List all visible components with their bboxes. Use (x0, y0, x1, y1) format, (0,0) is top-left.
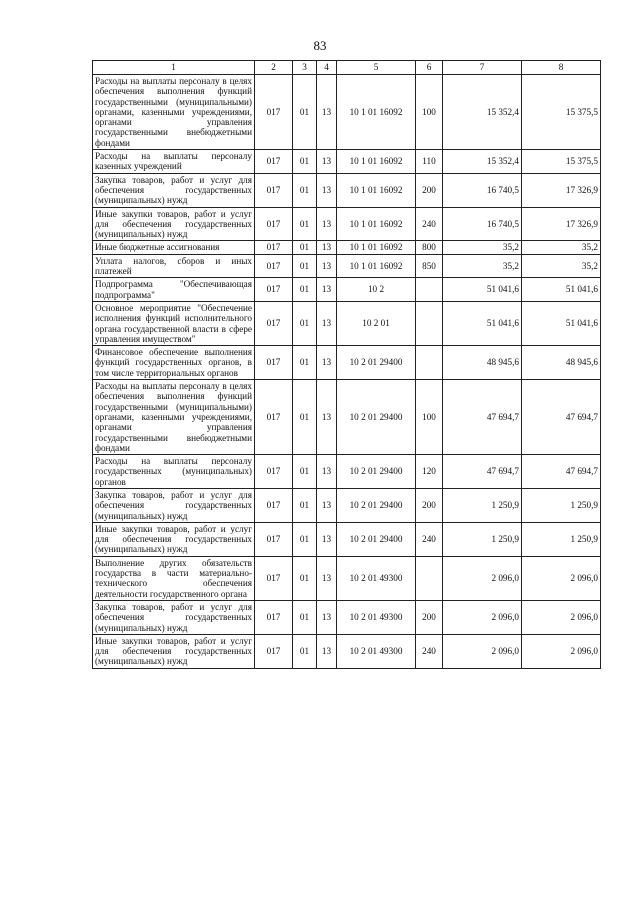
row-section-code: 01 (293, 488, 317, 522)
row-expense-type-code (416, 556, 443, 600)
row-description: Уплата налогов, сборов и иных платежей (93, 254, 255, 278)
table-row (93, 241, 601, 254)
row-section-code: 01 (293, 150, 317, 174)
row-section-code: 01 (293, 600, 317, 634)
row-description: Финансовое обеспечение выполнения функций государственных органов, в том числе территориальных органов (93, 346, 255, 380)
row-amount-1: 16 740,5 (443, 173, 522, 207)
row-amount-1: 15 352,4 (443, 150, 522, 174)
row-target-article-code: 10 1 01 16092 (337, 150, 416, 174)
row-subsection-code: 13 (317, 522, 337, 556)
row-subsection-code: 13 (317, 278, 337, 302)
table-row (93, 207, 601, 241)
table-row (93, 346, 601, 380)
row-expense-type-code: 100 (416, 380, 443, 455)
row-description: Выполнение других обязательств государства в части материально-технического обеспечения деятельности государственного органа (93, 556, 255, 600)
row-ministry-code: 017 (255, 207, 293, 241)
row-expense-type-code: 850 (416, 254, 443, 278)
row-target-article-code: 10 2 01 49300 (337, 556, 416, 600)
row-target-article-code: 10 2 01 (337, 301, 416, 345)
row-amount-2: 47 694,7 (522, 455, 601, 489)
row-expense-type-code: 110 (416, 150, 443, 174)
row-target-article-code: 10 1 01 16092 (337, 207, 416, 241)
row-ministry-code: 017 (255, 346, 293, 380)
row-amount-2: 2 096,0 (522, 634, 601, 668)
row-subsection-code: 13 (317, 488, 337, 522)
row-amount-1: 1 250,9 (443, 522, 522, 556)
row-subsection-code: 13 (317, 301, 337, 345)
row-description: Закупка товаров, работ и услуг для обеспечения государственных (муниципальных) нужд (93, 600, 255, 634)
row-description: Подпрограмма "Обеспечивающая подпрограмма" (93, 278, 255, 302)
table-row (93, 75, 601, 150)
row-subsection-code: 13 (317, 556, 337, 600)
row-ministry-code: 017 (255, 301, 293, 345)
row-target-article-code: 10 1 01 16092 (337, 241, 416, 254)
row-amount-2: 1 250,9 (522, 488, 601, 522)
row-description: Иные закупки товаров, работ и услуг для обеспечения государственных (муниципальных) нужд (93, 634, 255, 668)
row-subsection-code: 13 (317, 241, 337, 254)
row-ministry-code: 017 (255, 634, 293, 668)
row-amount-1: 16 740,5 (443, 207, 522, 241)
row-amount-2: 2 096,0 (522, 600, 601, 634)
row-ministry-code: 017 (255, 150, 293, 174)
row-amount-1: 15 352,4 (443, 75, 522, 150)
row-target-article-code: 10 2 01 29400 (337, 455, 416, 489)
row-amount-2: 35,2 (522, 241, 601, 254)
row-amount-2: 47 694,7 (522, 380, 601, 455)
row-subsection-code: 13 (317, 173, 337, 207)
row-description: Иные закупки товаров, работ и услуг для обеспечения государственных (муниципальных) нужд (93, 207, 255, 241)
row-ministry-code: 017 (255, 254, 293, 278)
row-description: Расходы на выплаты персоналу казенных учреждений (93, 150, 255, 174)
header-col-2: 2 (255, 61, 293, 75)
table-row (93, 254, 601, 278)
row-amount-2: 17 326,9 (522, 173, 601, 207)
table-row (93, 173, 601, 207)
row-expense-type-code (416, 278, 443, 302)
row-description: Иные закупки товаров, работ и услуг для обеспечения государственных (муниципальных) нужд (93, 522, 255, 556)
row-ministry-code: 017 (255, 600, 293, 634)
row-target-article-code: 10 2 01 49300 (337, 634, 416, 668)
row-amount-1: 47 694,7 (443, 380, 522, 455)
row-subsection-code: 13 (317, 254, 337, 278)
row-expense-type-code (416, 346, 443, 380)
row-expense-type-code: 100 (416, 75, 443, 150)
row-section-code: 01 (293, 522, 317, 556)
row-amount-2: 51 041,6 (522, 301, 601, 345)
row-amount-1: 51 041,6 (443, 278, 522, 302)
row-target-article-code: 10 2 01 29400 (337, 488, 416, 522)
row-target-article-code: 10 2 01 49300 (337, 600, 416, 634)
row-expense-type-code (416, 301, 443, 345)
row-amount-2: 51 041,6 (522, 278, 601, 302)
row-description: Закупка товаров, работ и услуг для обеспечения государственных (муниципальных) нужд (93, 173, 255, 207)
table-row (93, 488, 601, 522)
header-col-8: 8 (522, 61, 601, 75)
row-expense-type-code: 200 (416, 173, 443, 207)
row-section-code: 01 (293, 241, 317, 254)
row-amount-2: 2 096,0 (522, 556, 601, 600)
row-target-article-code: 10 1 01 16092 (337, 75, 416, 150)
row-subsection-code: 13 (317, 346, 337, 380)
header-col-6: 6 (416, 61, 443, 75)
table-row (93, 150, 601, 174)
row-amount-1: 48 945,6 (443, 346, 522, 380)
header-col-1: 1 (93, 61, 255, 75)
header-col-3: 3 (293, 61, 317, 75)
row-target-article-code: 10 2 01 29400 (337, 380, 416, 455)
row-expense-type-code: 240 (416, 522, 443, 556)
table-row (93, 634, 601, 668)
row-subsection-code: 13 (317, 380, 337, 455)
table-row (93, 455, 601, 489)
row-amount-1: 47 694,7 (443, 455, 522, 489)
budget-table (92, 60, 601, 669)
row-ministry-code: 017 (255, 75, 293, 150)
row-target-article-code: 10 1 01 16092 (337, 254, 416, 278)
row-amount-2: 48 945,6 (522, 346, 601, 380)
row-amount-2: 15 375,5 (522, 75, 601, 150)
table-row (93, 301, 601, 345)
row-amount-2: 17 326,9 (522, 207, 601, 241)
row-description: Закупка товаров, работ и услуг для обеспечения государственных (муниципальных) нужд (93, 488, 255, 522)
row-expense-type-code: 200 (416, 600, 443, 634)
row-ministry-code: 017 (255, 241, 293, 254)
row-ministry-code: 017 (255, 455, 293, 489)
row-section-code: 01 (293, 75, 317, 150)
row-subsection-code: 13 (317, 150, 337, 174)
row-subsection-code: 13 (317, 75, 337, 150)
row-section-code: 01 (293, 634, 317, 668)
row-section-code: 01 (293, 254, 317, 278)
row-subsection-code: 13 (317, 634, 337, 668)
row-amount-1: 1 250,9 (443, 488, 522, 522)
header-col-5: 5 (337, 61, 416, 75)
table-row (93, 600, 601, 634)
row-expense-type-code: 240 (416, 634, 443, 668)
row-amount-1: 2 096,0 (443, 634, 522, 668)
row-section-code: 01 (293, 556, 317, 600)
header-col-7: 7 (443, 61, 522, 75)
row-amount-2: 1 250,9 (522, 522, 601, 556)
table-row (93, 278, 601, 302)
row-ministry-code: 017 (255, 278, 293, 302)
table-header-row (93, 61, 601, 75)
row-section-code: 01 (293, 455, 317, 489)
header-col-4: 4 (317, 61, 337, 75)
row-subsection-code: 13 (317, 455, 337, 489)
table-row (93, 380, 601, 455)
row-amount-2: 35,2 (522, 254, 601, 278)
row-description: Основное мероприятие "Обеспечение исполнения функций исполнительного органа государственной власти в сфере управления имуществом" (93, 301, 255, 345)
row-amount-1: 2 096,0 (443, 556, 522, 600)
row-ministry-code: 017 (255, 380, 293, 455)
row-description: Расходы на выплаты персоналу государственных (муниципальных) органов (93, 455, 255, 489)
row-section-code: 01 (293, 380, 317, 455)
row-section-code: 01 (293, 346, 317, 380)
row-subsection-code: 13 (317, 600, 337, 634)
table-body (93, 75, 601, 669)
row-section-code: 01 (293, 301, 317, 345)
row-amount-2: 15 375,5 (522, 150, 601, 174)
row-amount-1: 35,2 (443, 254, 522, 278)
row-section-code: 01 (293, 173, 317, 207)
row-expense-type-code: 200 (416, 488, 443, 522)
row-section-code: 01 (293, 278, 317, 302)
row-amount-1: 2 096,0 (443, 600, 522, 634)
row-expense-type-code: 120 (416, 455, 443, 489)
row-amount-1: 35,2 (443, 241, 522, 254)
row-description: Расходы на выплаты персоналу в целях обеспечения выполнения функций государственными (муниципальными) органами, казенными учреждениями, органами управления государственными внебюджетными фондами (93, 75, 255, 150)
row-description: Расходы на выплаты персоналу в целях обеспечения выполнения функций государственными (муниципальными) органами, казенными учреждениями, органами управления государственными внебюджетными фондами (93, 380, 255, 455)
row-expense-type-code: 240 (416, 207, 443, 241)
row-ministry-code: 017 (255, 488, 293, 522)
row-target-article-code: 10 2 01 29400 (337, 346, 416, 380)
row-target-article-code: 10 2 01 29400 (337, 522, 416, 556)
row-amount-1: 51 041,6 (443, 301, 522, 345)
row-target-article-code: 10 2 (337, 278, 416, 302)
row-description: Иные бюджетные ассигнования (93, 241, 255, 254)
table-row (93, 522, 601, 556)
row-target-article-code: 10 1 01 16092 (337, 173, 416, 207)
table-row (93, 556, 601, 600)
row-ministry-code: 017 (255, 173, 293, 207)
page-number: 83 (313, 38, 327, 53)
row-section-code: 01 (293, 207, 317, 241)
row-ministry-code: 017 (255, 522, 293, 556)
row-expense-type-code: 800 (416, 241, 443, 254)
row-ministry-code: 017 (255, 556, 293, 600)
row-subsection-code: 13 (317, 207, 337, 241)
